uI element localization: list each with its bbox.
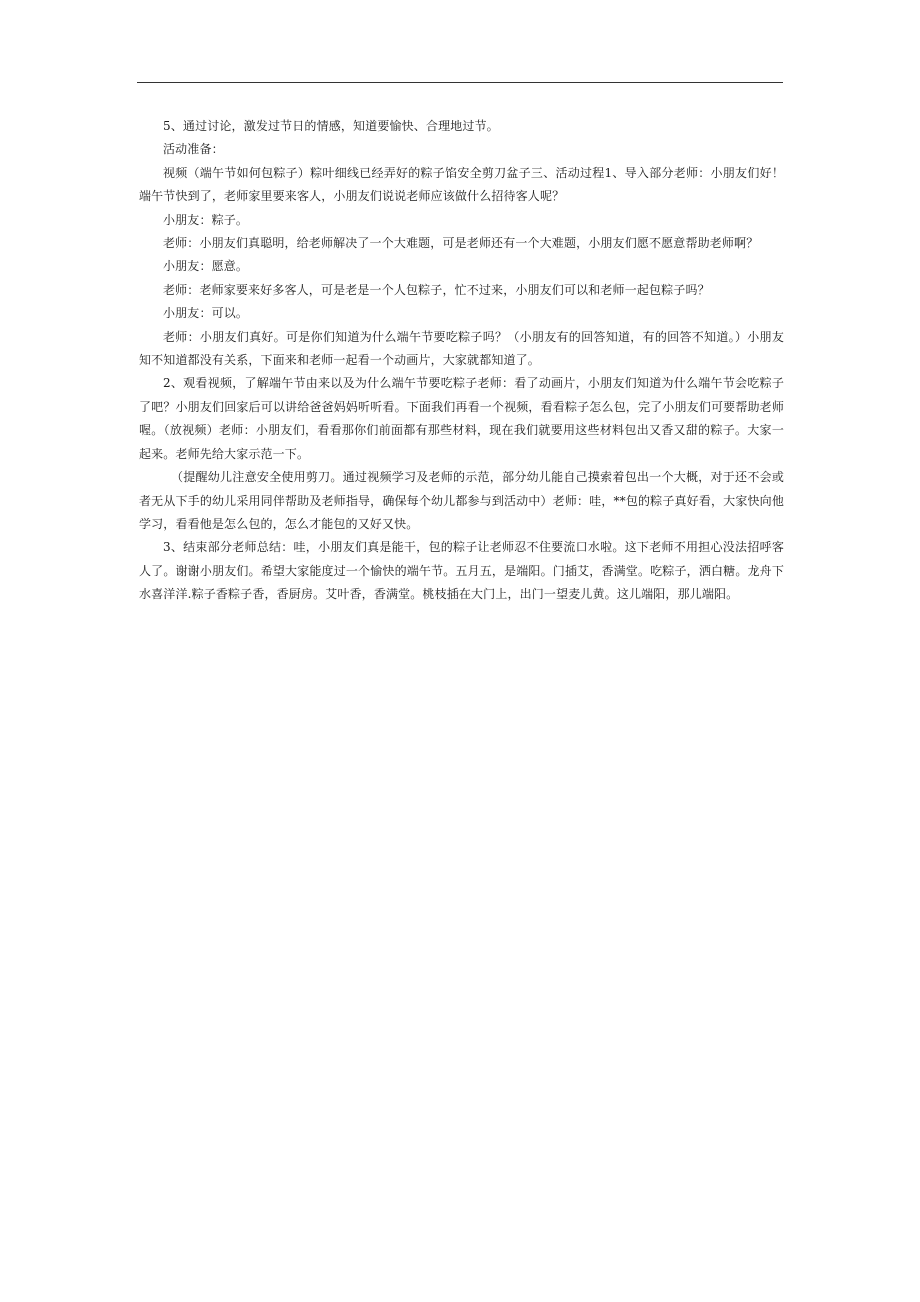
paragraph-step-2-video: 2、观看视频，了解端午节由来以及为什么端午节要吃粽子老师：看了动画片，小朋友们知道为什么端午节会吃粽子了吧？小朋友们回家后可以讲给爸爸妈妈听听看。下面我们再看一个视频，看看粽子怎么包，完了小朋友们可要帮助老师喔。（放视频）老师：小朋友们，看看那你们前面都有那些材料，现在我们就要用这些材料包出又香又甜的粽子。大家一起来。老师先给大家示范一下。 [139,376,784,461]
paragraph-dialogue-teacher-1: 老师：小朋友们真聪明，给老师解决了一个大难题，可是老师还有一个大难题，小朋友们愿不愿意帮助老师啊？ [163,236,759,251]
paragraph-dialogue-teacher-2: 老师：老师家要来好多客人，可是老是一个人包粽子，忙不过来，小朋友们可以和老师一起包粽子吗？ [163,282,710,297]
paragraph-safety-reminder: （提醒幼儿注意安全使用剪刀。通过视频学习及老师的示范，部分幼儿能自己摸索着包出一个大概，对于还不会或者无从下手的幼儿采用同伴帮助及老师指导，确保每个幼儿都参与到活动中）老师：哇，**包的粽子真好看，大家快向他学习，看看他是怎么包的，怎么才能包的又好又快。 [139,470,784,531]
paragraph-step-3-conclusion: 3、结束部分老师总结：哇，小朋友们真是能干，包的粽子让老师忍不住要流口水啦。这下老师不用担心没法招呼客人了。谢谢小朋友们。希望大家能度过一个愉快的端午节。五月五，是端阳。门插艾，香满堂。吃粽子，洒白糖。龙舟下水喜洋洋.粽子香粽子香，香厨房。艾叶香，香满堂。桃枝插在大门上，出门一望麦儿黄。这儿端阳，那儿端阳。 [139,540,784,602]
header-rule [137,82,783,83]
paragraph-dialogue-teacher-3: 老师：小朋友们真好。可是你们知道为什么端午节要吃粽子吗？（小朋友有的回答知道，有的回答不知道。）小朋友知不知道都没有关系，下面来和老师一起看一个动画片，大家就都知道了。 [139,329,784,368]
paragraph-dialogue-child-3: 小朋友：可以。 [163,306,249,321]
paragraph-dialogue-child-1: 小朋友：粽子。 [163,212,249,227]
paragraph-dialogue-child-2: 小朋友：愿意。 [163,259,249,274]
paragraph-preparation-heading: 活动准备： [163,142,224,157]
paragraph-goal-5: 5、通过讨论，激发过节日的情感，知道要愉快、合理地过节。 [163,119,499,133]
paragraph-materials-and-intro: 视频（端午节如何包粽子）粽叶细线已经弄好的粽子馅安全剪刀盆子三、活动过程1、导入部分老师：小朋友们好！端午节快到了，老师家里要来客人，小朋友们说说老师应该做什么招待客人呢？ [139,165,784,204]
document-body [139,115,784,607]
